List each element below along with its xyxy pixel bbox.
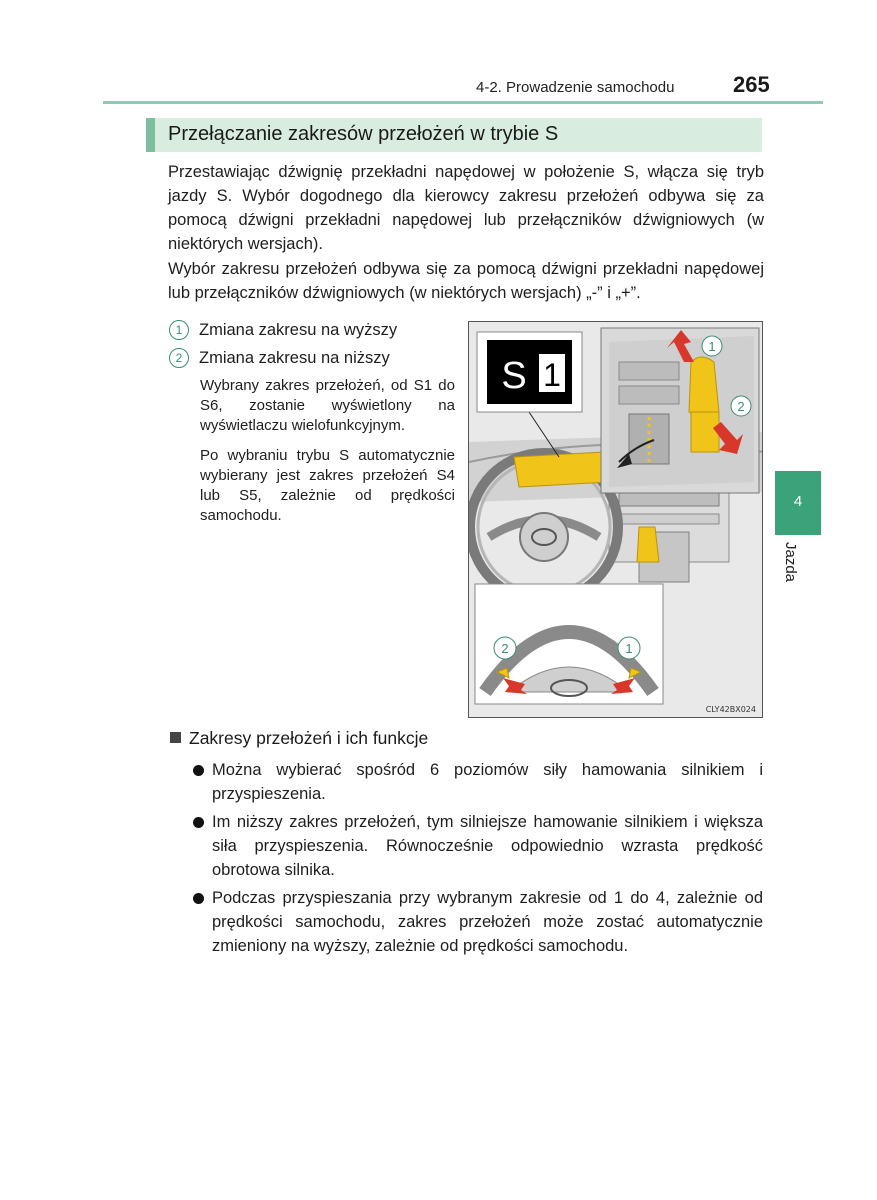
- figure-callout-1-lower: 1: [625, 641, 633, 656]
- chapter-tab-number: 4: [793, 493, 803, 510]
- figure-callout-2-upper: 2: [737, 399, 745, 414]
- figure-id: CLY42BX024: [705, 705, 756, 714]
- running-header-section: 4-2. Prowadzenie samochodu: [476, 79, 675, 96]
- bullet-item-3: Podczas przyspieszania przy wybranym zakresie od 1 do 4, zależnie od prędkości samochodu, zakres przełożeń może zostać automatycznie zmieniony na wyższy, zależnie od prędkości samochodu.: [193, 886, 763, 958]
- bullet-item-2: Im niższy zakres przełożeń, tym silniejsze hamowanie silnikiem i większa siła przyspieszenia. Równocześnie odpowiednio wzrasta prędkość obrotowa silnika.: [193, 810, 763, 882]
- cockpit-drawing: [469, 322, 763, 718]
- section-title: Przełączanie zakresów przełożeń w trybie S: [168, 123, 559, 145]
- callout-number-1: 1: [169, 320, 189, 340]
- chapter-tab: [775, 471, 821, 535]
- intro-paragraph-1: Przestawiając dźwignię przekładni napędowej w położenie S, włącza się tryb jazdy S. Wybór dogodnego dla kierowcy zakresu przełożeń odbywa się za pomocą dźwigni przekładni napędowej lub przełączników dźwigniowych (w niektórych wersjach).: [168, 163, 764, 253]
- intro-paragraph-2: Wybór zakresu przełożeń odbywa się za pomocą dźwigni przekładni napędowej lub przełączników dźwigniowych (w niektórych wersjach) „-” i „+”.: [168, 260, 764, 302]
- display-letter: S: [501, 355, 527, 397]
- figure-callout-1-upper: 1: [708, 339, 716, 354]
- subsection-heading: Zakresy przełożeń i ich funkcje: [189, 728, 429, 748]
- chapter-tab-label: Jazda: [782, 542, 799, 583]
- numbered-item-1-text: Zmiana zakresu na wyższy: [199, 321, 398, 339]
- page-number: 265: [733, 72, 770, 97]
- figure-callout-2-lower: 2: [501, 641, 509, 656]
- square-bullet-icon: [170, 732, 181, 743]
- bullet-item-1: Można wybierać spośród 6 poziomów siły hamowania silnikiem i przyspieszenia.: [193, 758, 763, 806]
- chapter-tab-label-wrap: [783, 542, 803, 602]
- display-digit: 1: [543, 357, 561, 393]
- bullet-list: [193, 758, 763, 962]
- header-rule: [103, 101, 823, 104]
- cockpit-illustration: [468, 321, 763, 718]
- numbered-item-1: [168, 317, 458, 345]
- subsection-heading-wrap: [170, 728, 428, 749]
- numbered-item-2: [168, 345, 458, 373]
- numbered-item-2-text: Zmiana zakresu na niższy: [199, 349, 390, 367]
- note-display-range: Wybrany zakres przełożeń, od S1 do S6, zostanie wyświetlony na wyświetlaczu wielofunkcyjnym.: [200, 377, 455, 434]
- note-auto-range: Po wybraniu trybu S automatycznie wybierany jest zakres przełożeń S4 lub S5, zależnie od prędkości samochodu.: [200, 447, 455, 524]
- numbered-list: [168, 317, 458, 373]
- callout-number-2: 2: [169, 348, 189, 368]
- section-title-bar: [146, 118, 762, 152]
